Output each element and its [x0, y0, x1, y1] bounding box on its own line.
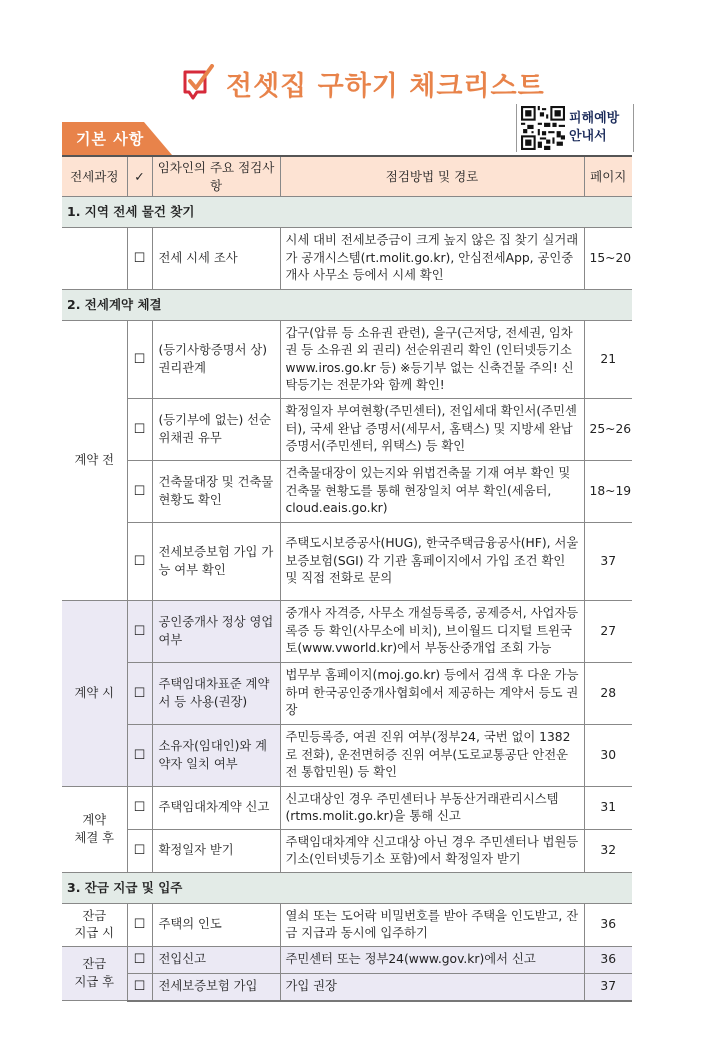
method-cell: 중개사 자격증, 사무소 개설등록증, 공제증서, 사업자등록증 등 확인(사무소에 비치), 브이월드 디지털 트윈국토(www.vworld.kr)에서 부동산중개업 조회 가능 — [280, 601, 584, 663]
item-cell: (등기사항증명서 상) 권리관계 — [152, 321, 280, 399]
item-cell: (등기부에 없는) 선순위채권 유무 — [152, 399, 280, 461]
table-row — [62, 947, 632, 974]
item-cell: 전세 시세 조사 — [152, 228, 280, 290]
method-cell: 가입 권장 — [280, 974, 584, 1001]
table-row — [62, 321, 632, 399]
method-cell: 주택도시보증공사(HUG), 한국주택금융공사(HF), 서울보증보험(SGI) 각 기관 홈페이지에서 가입 조건 확인 및 직접 전화로 문의 — [280, 523, 584, 601]
page-title — [182, 62, 545, 104]
method-cell: 주민등록증, 여권 진위 여부(정부24, 국번 없이 1382로 전화), 운전면허증 진위 여부(도로교통공단 안전운전 통합민원) 등 확인 — [280, 725, 584, 787]
method-cell: 법무부 홈페이지(moj.go.kr) 등에서 검색 후 다운 가능하며 한국공인중개사협회에서 제공하는 계약서 등도 권장 — [280, 663, 584, 725]
title-text: 전셋집 구하기 체크리스트 — [226, 70, 545, 102]
tab-label: 기본 사항 — [76, 130, 145, 148]
table-row — [62, 725, 632, 787]
table-row — [62, 830, 632, 873]
item-cell: 소유자(임대인)와 계약자 일치 여부 — [152, 725, 280, 787]
method-cell: 주택임대차계약 신고대상 아닌 경우 주민센터나 법원등기소(인터넷등기소 포함)에서 확정일자 받기 — [280, 830, 584, 873]
table-header-row — [62, 156, 632, 197]
page-cell: 37 — [584, 523, 632, 601]
item-cell: 공인중개사 정상 영업 여부 — [152, 601, 280, 663]
checkbox[interactable]: ☐ — [127, 461, 152, 523]
table-row — [62, 461, 632, 523]
method-cell: 건축물대장이 있는지와 위법건축물 기재 여부 확인 및 건축물 현황도를 통해 현장일치 여부 확인(세움터, cloud.eais.go.kr) — [280, 461, 584, 523]
item-cell: 확정일자 받기 — [152, 830, 280, 873]
item-cell: 건축물대장 및 건축물 현황도 확인 — [152, 461, 280, 523]
header-item: 임차인의 주요 점검사항 — [152, 156, 280, 197]
method-cell: 갑구(압류 등 소유권 관련), 을구(근저당, 전세권, 임차권 등 소유권 외 권리) 선순위권리 확인 (인터넷등기소 www.iros.go.kr 등) ※등기부 없는 신축건물 주의! 신탁등기는 전문가와 함께 확인! — [280, 321, 584, 399]
checkbox[interactable]: ☐ — [127, 399, 152, 461]
phase-cell — [62, 228, 127, 290]
item-cell: 전세보증보험 가입 가능 여부 확인 — [152, 523, 280, 601]
section-row — [62, 197, 632, 228]
checkbox[interactable]: ☐ — [127, 321, 152, 399]
checkbox[interactable]: ☐ — [127, 787, 152, 830]
section-row — [62, 873, 632, 904]
table-row — [62, 904, 632, 947]
phase-cell: 계약 체결 후 — [62, 787, 127, 873]
header-method: 점검방법 및 경로 — [280, 156, 584, 197]
checklist-table — [62, 155, 632, 1002]
item-cell: 주택의 인도 — [152, 904, 280, 947]
header-check: ✓ — [127, 156, 152, 197]
item-cell: 주택임대차계약 신고 — [152, 787, 280, 830]
item-cell: 주택임대차표준 계약서 등 사용(권장) — [152, 663, 280, 725]
page-cell: 30 — [584, 725, 632, 787]
table-row — [62, 787, 632, 830]
method-cell: 주민센터 또는 정부24(www.gov.kr)에서 신고 — [280, 947, 584, 974]
method-cell: 열쇠 또는 도어락 비밀번호를 받아 주택을 인도받고, 잔금 지급과 동시에 입주하기 — [280, 904, 584, 947]
method-cell: 시세 대비 전세보증금이 크게 높지 않은 집 찾기 실거래가 공개시스템(rt.molit.go.kr), 안심전세App, 공인중개사 사무소 등에서 시세 확인 — [280, 228, 584, 290]
page-cell: 36 — [584, 947, 632, 974]
table-row — [62, 601, 632, 663]
checkbox[interactable]: ☐ — [127, 904, 152, 947]
page-cell: 32 — [584, 830, 632, 873]
header-page: 페이지 — [584, 156, 632, 197]
checkbox[interactable]: ☐ — [127, 228, 152, 290]
table-row — [62, 399, 632, 461]
phase-cell: 계약 시 — [62, 601, 127, 787]
section-title: 2. 전세계약 체결 — [62, 290, 632, 321]
page-cell: 37 — [584, 974, 632, 1001]
page-cell: 21 — [584, 321, 632, 399]
section-title: 3. 잔금 지급 및 입주 — [62, 873, 632, 904]
method-cell: 확정일자 부여현황(주민센터), 전입세대 확인서(주민센터), 국세 완납 증명서(세무서, 홈택스) 및 지방세 완납 증명서(주민센터, 위택스) 등 확인 — [280, 399, 584, 461]
page-cell: 15~20 — [584, 228, 632, 290]
section-tab — [62, 122, 182, 154]
checkbox[interactable]: ☐ — [127, 947, 152, 974]
checkbox[interactable]: ☐ — [127, 601, 152, 663]
page-cell: 25~26 — [584, 399, 632, 461]
phase-cell: 잔금 지급 후 — [62, 947, 127, 1001]
checkbox[interactable]: ☐ — [127, 974, 152, 1001]
qr-label: 피해예방 안내서 — [569, 111, 620, 144]
checkbox[interactable]: ☐ — [127, 725, 152, 787]
phase-cell: 잔금 지급 시 — [62, 904, 127, 947]
table-row — [62, 974, 632, 1001]
checkbox[interactable]: ☐ — [127, 830, 152, 873]
page-cell: 31 — [584, 787, 632, 830]
table-row — [62, 228, 632, 290]
item-cell: 전입신고 — [152, 947, 280, 974]
qr-code-icon — [521, 106, 565, 150]
page-cell: 36 — [584, 904, 632, 947]
page-cell: 18~19 — [584, 461, 632, 523]
item-cell: 전세보증보험 가입 — [152, 974, 280, 1001]
qr-guide[interactable] — [516, 104, 634, 152]
checkbox[interactable]: ☐ — [127, 663, 152, 725]
phase-cell: 계약 전 — [62, 321, 127, 601]
page-cell: 27 — [584, 601, 632, 663]
method-cell: 신고대상인 경우 주민센터나 부동산거래관리시스템(rtms.molit.go.kr)을 통해 신고 — [280, 787, 584, 830]
section-row — [62, 290, 632, 321]
checkbox[interactable]: ☐ — [127, 523, 152, 601]
page-cell: 28 — [584, 663, 632, 725]
table-row — [62, 523, 632, 601]
header-phase: 전세과정 — [62, 156, 127, 197]
section-title: 1. 지역 전세 물건 찾기 — [62, 197, 632, 228]
table-row — [62, 663, 632, 725]
checkbox-check-icon — [182, 64, 216, 102]
